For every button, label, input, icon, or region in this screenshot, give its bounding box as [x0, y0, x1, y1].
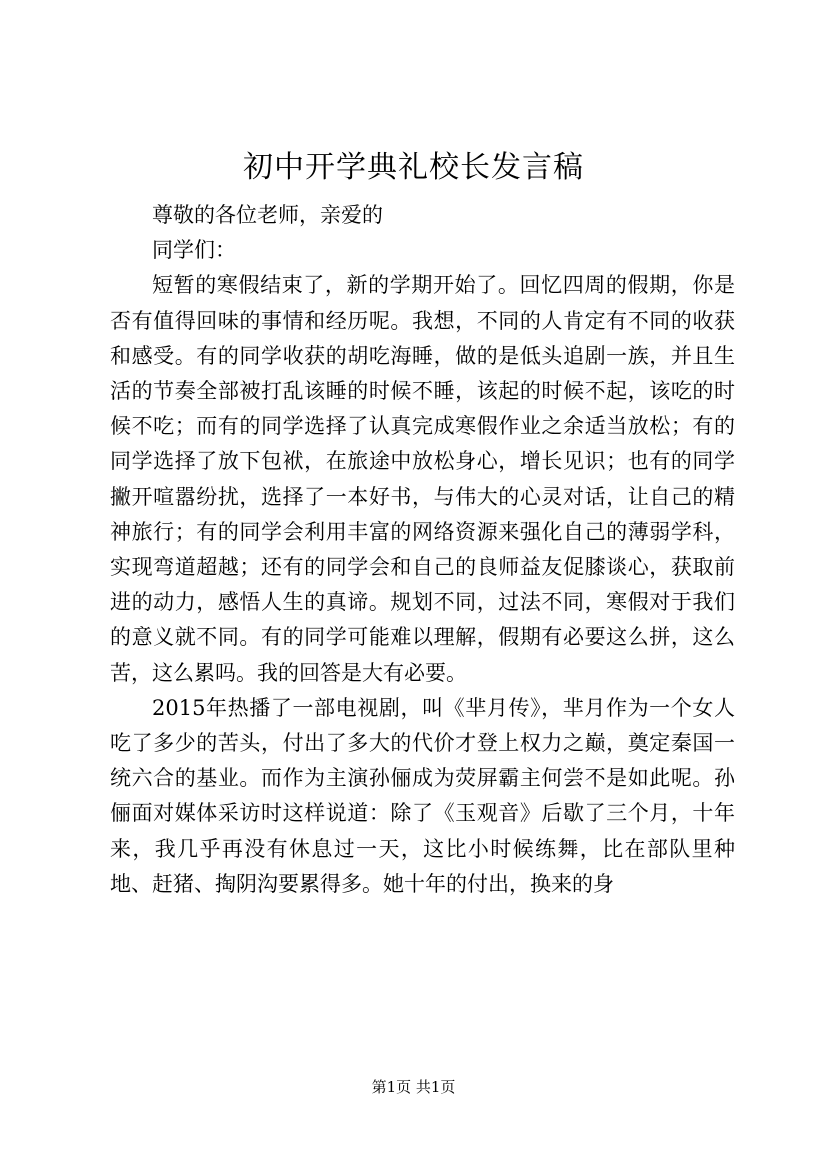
page-number-footer: 第1页 共1页	[371, 1078, 456, 1096]
greeting-line: 尊敬的各位老师，亲爱的	[152, 203, 383, 227]
greeting-line-continued: 同学们：	[152, 238, 236, 263]
paragraph-miyue-story: 2015年热播了一部电视剧，叫《芈月传》，芈月作为一个女人吃了多少的苦头，付出了多大的代价才登上权力之巅，奠定秦国一统六合的基业。而作为主演孙俪成为荧屏霸主何尝不是如此呢。孙俪面对媒体采访时这样说道：除了《玉观音》后歇了三个月，十年来，我几乎再没有休息过一天，这比小时候练舞，比在部队里种地、赶猪、掏阴沟要累得多。她十年的付出，换来的身	[110, 695, 735, 896]
paragraph-winter-break: 短暂的寒假结束了，新的学期开始了。回忆四周的假期，你是否有值得回味的事情和经历呢。我想，不同的人肯定有不同的收获和感受。有的同学收获的胡吃海睡，做的是低头追剧一族，并且生活的节奏全部被打乱该睡的时候不睡，该起的时候不起，该吃的时候不吃；而有的同学选择了认真完成寒假作业之余适当放松；有的同学选择了放下包袱，在旅途中放松身心，增长见识；也有的同学撇开喧嚣纷扰，选择了一本好书，与伟大的心灵对话，让自己的精神旅行；有的同学会利用丰富的网络资源来强化自己的薄弱学科，实现弯道超越；还有的同学会和自己的良师益友促膝谈心，获取前进的动力，感悟人生的真谛。规划不同，过法不同，寒假对于我们的意义就不同。有的同学可能难以理解，假期有必要这么拼，这么苦，这么累吗。我的回答是大有必要。	[110, 273, 735, 685]
document-title: 初中开学典礼校长发言稿	[243, 150, 584, 185]
document-body	[110, 198, 735, 902]
